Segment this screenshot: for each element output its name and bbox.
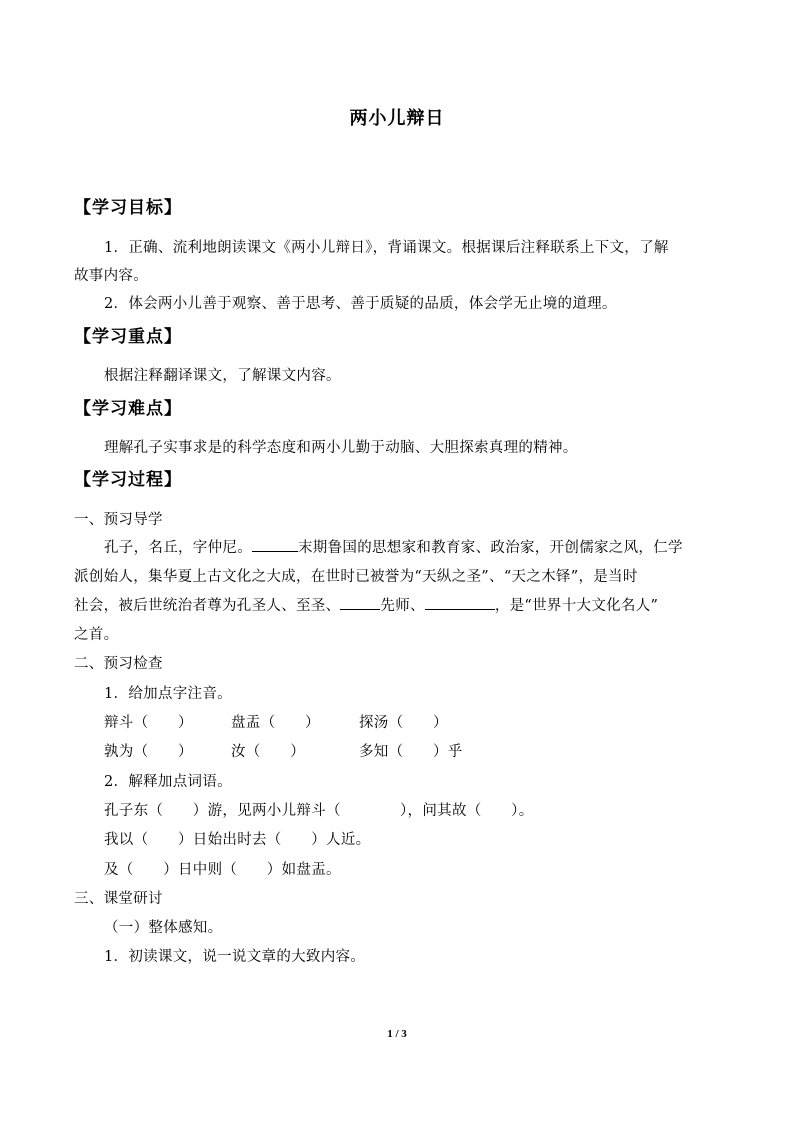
part1-line-1: [104, 536, 683, 557]
fill-blank[interactable]: [252, 537, 298, 552]
part3-question-1: 1．初读课文，说一说文章的大致内容。: [104, 949, 366, 965]
pinyin-item[interactable]: 探汤（ ）: [359, 715, 448, 731]
part1-line-1-a: 孔子，名丘，字仲尼。: [104, 540, 252, 556]
heading-objectives: 【学习目标】: [74, 198, 182, 218]
part1-line-3-b: 先师、: [380, 598, 425, 614]
part1-line-3: [74, 594, 658, 615]
objective-2: 2．体会两小儿善于观察、善于思考、善于质疑的品质，体会学无止境的道理。: [104, 296, 617, 312]
part1-heading: 一、预习导学: [74, 512, 163, 528]
objective-1-line-2: 故事内容。: [74, 268, 148, 284]
heading-process: 【学习过程】: [74, 470, 182, 490]
fill-blank[interactable]: [340, 595, 380, 610]
page-number: 1 / 3: [387, 1028, 407, 1040]
explain-line-2[interactable]: 我以（ ）日始出时去（ ）人近。: [104, 832, 371, 848]
part3-heading: 三、课堂研讨: [74, 891, 163, 907]
heading-difficulties: 【学习难点】: [74, 399, 182, 419]
part2-question-2: 2．解释加点词语。: [104, 774, 232, 790]
pinyin-item[interactable]: 孰为（ ）: [104, 744, 193, 760]
pinyin-item[interactable]: 多知（ ）乎: [359, 744, 463, 760]
part2-heading: 二、预习检查: [74, 656, 163, 672]
part2-question-1: 1．给加点字注音。: [104, 686, 232, 702]
explain-line-3[interactable]: 及（ ）日中则（ ）如盘盂。: [104, 862, 341, 878]
explain-line-1[interactable]: 孔子东（ ）游，见两小儿辩斗（ ），问其故（ ）。: [104, 803, 534, 819]
objective-1-line-1: 1．正确、流利地朗读课文《两小儿辩日》，背诵课文。根据课后注释联系上下文，了解: [104, 240, 669, 256]
pinyin-item[interactable]: 汝（ ）: [231, 744, 305, 760]
fill-blank[interactable]: [425, 595, 495, 610]
pinyin-item[interactable]: 盘盂（ ）: [231, 715, 320, 731]
document-title: 两小儿辩日: [349, 108, 445, 129]
part1-line-2: 派创始人，集华夏上古文化之大成，在世时已被誉为“天纵之圣”、“天之木铎”，是当时: [74, 569, 638, 585]
part1-line-3-c: ，是“世界十大文化名人”: [494, 598, 659, 614]
heading-key-points: 【学习重点】: [74, 327, 182, 347]
part1-line-4: 之首。: [74, 627, 119, 643]
pinyin-item[interactable]: 辩斗（ ）: [104, 715, 193, 731]
part3-subheading: （一）整体感知。: [104, 920, 223, 936]
part1-line-1-b: 末期鲁国的思想家和教育家、政治家，开创儒家之风，仁学: [298, 540, 683, 556]
part1-line-3-a: 社会，被后世统治者尊为孔圣人、至圣、: [74, 598, 341, 614]
difficulty-1: 理解孔子实事求是的科学态度和两小儿勤于动脑、大胆探索真理的精神。: [104, 440, 578, 456]
key-point-1: 根据注释翻译课文，了解课文内容。: [104, 368, 341, 384]
